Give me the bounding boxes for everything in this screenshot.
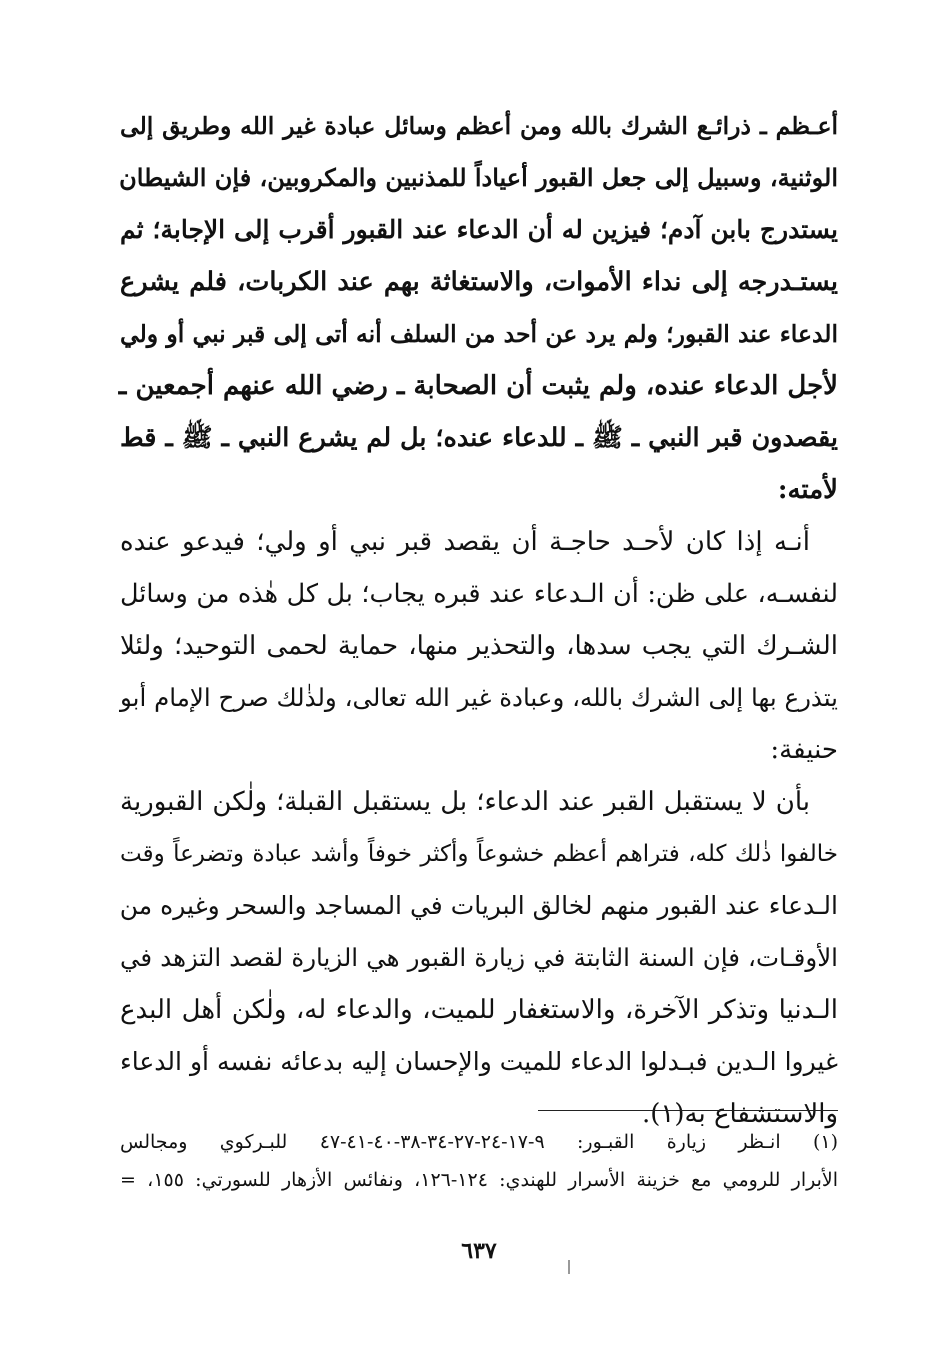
book-page <box>120 100 838 1340</box>
footnote-divider <box>538 1110 838 1111</box>
body-line: يقصدون قبر النبي ـ ﷺ ـ للدعاء عنده؛ بل لم يشرع النبي ـ ﷺ ـ قط <box>120 423 838 453</box>
body-line: يستدرج بابن آدم؛ فيزين له أن الدعاء عند القبور أقرب إلى الإجابة؛ ثم <box>120 215 838 244</box>
body-line: بأن لا يستقبل القبر عند الدعاء؛ بل يستقبل القبلة؛ ولٰكن القبورية <box>120 787 810 817</box>
body-line: غيروا الـدين فبـدلوا الدعاء للميت والإحسان إليه بدعائه نفسه أو الدعاء <box>120 1047 838 1076</box>
body-line: لأجل الدعاء عنده، ولم يثبت أن الصحابة ـ رضي الله عنهم أجمعين ـ <box>118 371 838 401</box>
body-line: حنيفة: <box>770 735 838 765</box>
body-line: أعـظم ـ ذرائـع الشرك بالله ومن أعظم وسائل عبادة غير الله وطريق إلى <box>120 112 838 140</box>
body-line: الـدعاء عند القبور منهم لخالق البريات في المساجد والسحر وغيره من <box>119 891 838 920</box>
body-line: الشـرك التي يجب سدها، والتحذير منها، حماية لحمى التوحيد؛ ولئلا <box>120 631 838 661</box>
body-line: لأمته: <box>777 475 838 505</box>
body-line: خالفوا ذٰلك كله، فتراهم أعظم خشوعاً وأكثر خوفاً وأشد عبادة وتضرعاً وقت <box>120 841 838 867</box>
body-line: لنفسـه، على ظن: أن الـدعاء عند قبره يجاب؛ بل كل هٰذه من وسائل <box>120 579 838 609</box>
body-line: الـدنيا وتذكر الآخرة، والاستغفار للميت، والدعاء له، ولٰكن أهل البدع <box>120 995 838 1025</box>
page-number: ٦٣٧ <box>461 1238 497 1264</box>
scan-speck <box>568 1260 570 1274</box>
body-line: يستـدرجه إلى نداء الأموات، والاستغاثة بهم عند الكربات، فلم يشرع <box>120 267 838 297</box>
body-line: الدعاء عند القبور؛ ولم يرد عن أحد من السلف أنه أتى إلى قبر نبي أو ولي <box>120 320 838 348</box>
footnote-line: (١) انـظر زيارة القبـور: ٩-١٧-٢٤-٢٧-٣٤-٣٨-٤٠-٤١-٤٧ للبـركوي ومجالس <box>120 1131 839 1153</box>
body-line: والاستشفاع به(١). <box>642 1099 838 1129</box>
body-line: الأوقـات، فإن السنة الثابتة في زيارة القبور هي الزيارة لقصد التزهد في <box>120 943 838 972</box>
footnote-line: الأبرار للرومي مع خزينة الأسرار للهندي: ١٢٤-١٢٦، ونفائس الأزهار للسورتي: ١٥٥، = <box>120 1169 839 1191</box>
body-line: يتذرع بها إلى الشرك بالله، وعبادة غير الله تعالى، ولذٰلك صرح الإمام أبو <box>120 683 838 712</box>
body-line: أنـه إذا كان لأحـد حاجـة أن يقصد قبر نبي أو ولي؛ فيدعو عنده <box>120 527 810 557</box>
body-line: الوثنية، وسبيل إلى جعل القبور أعياداً للمذنبين والمكروبين، فإن الشيطان <box>119 163 838 192</box>
